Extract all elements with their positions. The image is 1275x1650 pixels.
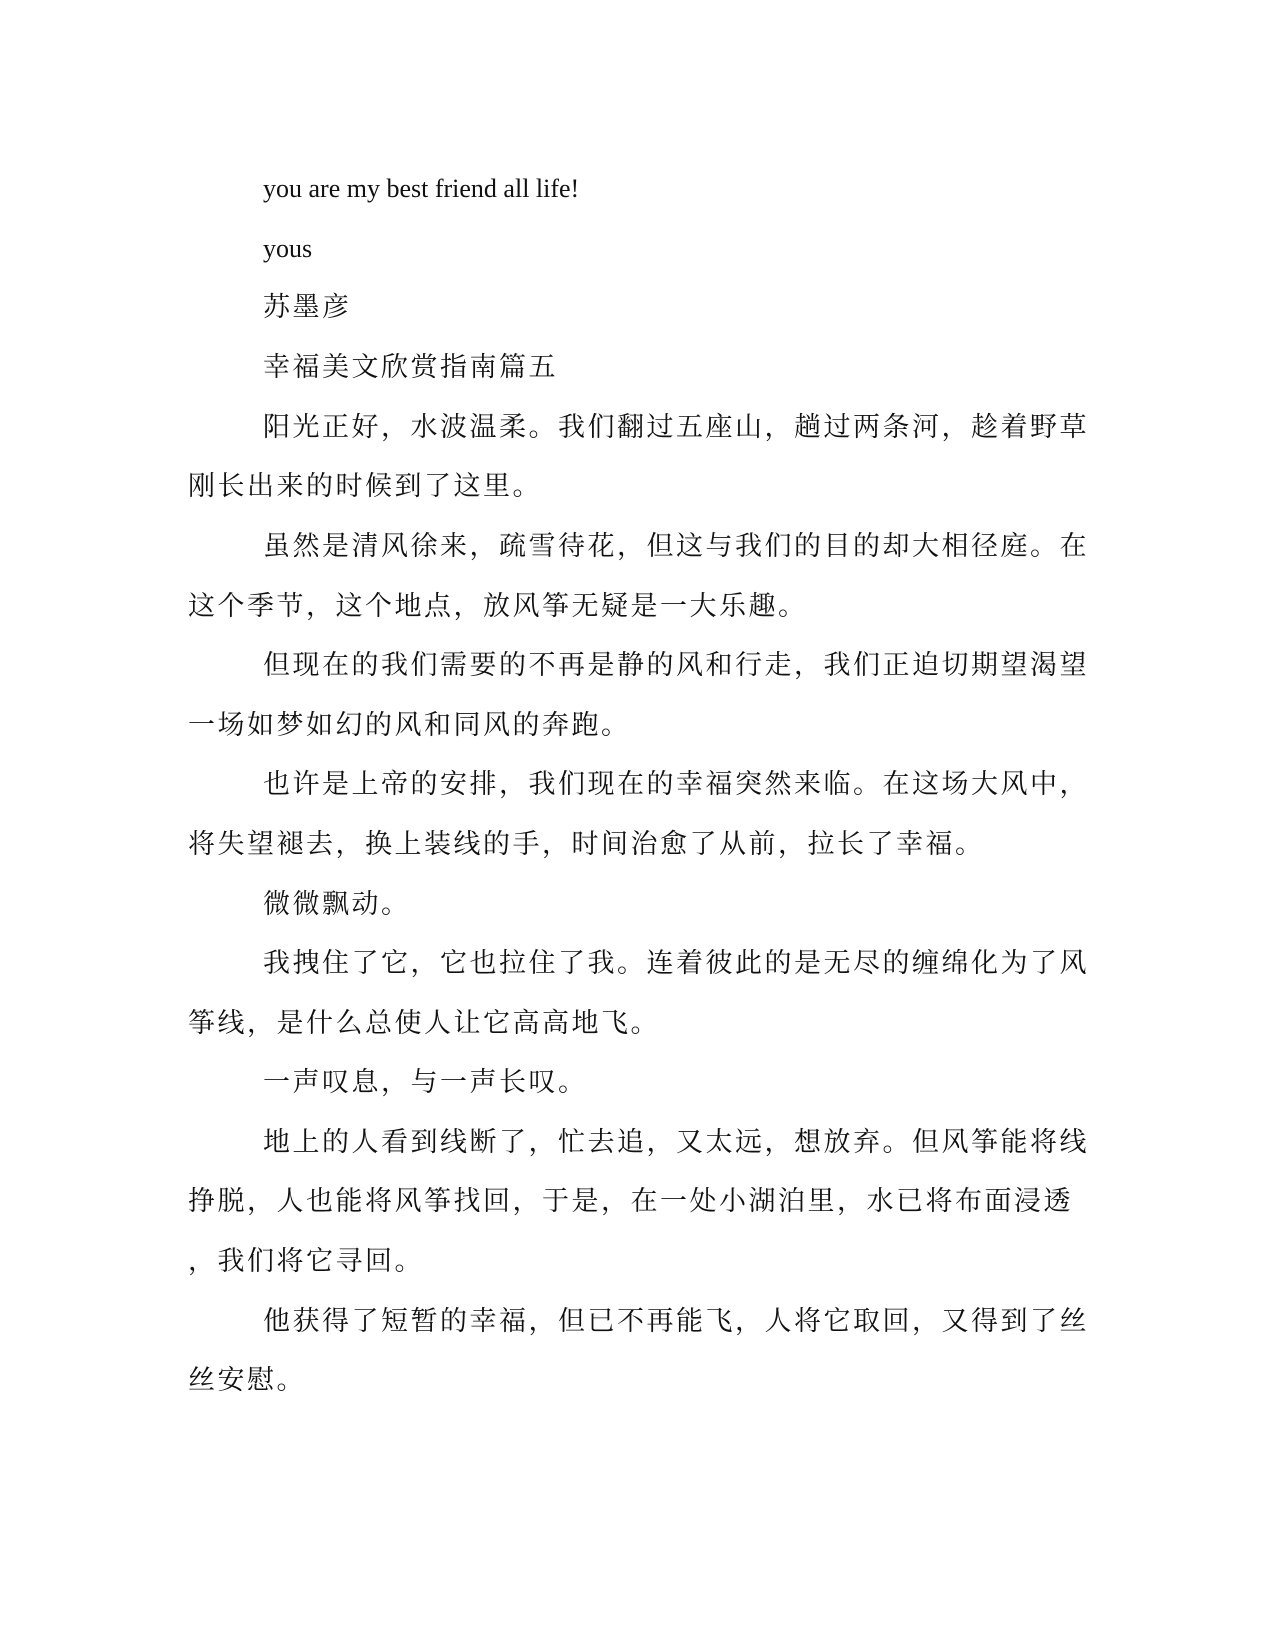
paragraph-line: 阳光正好，水波温柔。我们翻过五座山，趟过两条河，趁着野草 — [263, 412, 1089, 443]
paragraph-line: 虽然是清风徐来，疏雪待花，但这与我们的目的却大相径庭。在 — [263, 531, 1089, 562]
paragraph-line: 丝安慰。 — [188, 1365, 306, 1396]
paragraph-line: ，我们将它寻回。 — [188, 1246, 424, 1277]
section-title: 幸福美文欣赏指南篇五 — [263, 352, 558, 383]
paragraph-line: 挣脱，人也能将风筝找回，于是，在一处小湖泊里，水已将布面浸透 — [188, 1186, 1073, 1217]
author-name: 苏墨彦 — [263, 292, 352, 323]
paragraph-line: 地上的人看到线断了，忙去追，又太远，想放弃。但风筝能将线 — [263, 1127, 1089, 1158]
paragraph-line: 一场如梦如幻的风和同风的奔跑。 — [188, 710, 631, 741]
paragraph-line: 一声叹息，与一声长叹。 — [263, 1067, 588, 1098]
paragraph-line: 这个季节，这个地点，放风筝无疑是一大乐趣。 — [188, 591, 808, 622]
signature-english: yous — [263, 234, 313, 263]
paragraph-line: 微微飘动。 — [263, 889, 411, 920]
paragraph-line: 也许是上帝的安排，我们现在的幸福突然来临。在这场大风中， — [263, 769, 1089, 800]
paragraph-line: 刚长出来的时候到了这里。 — [188, 471, 542, 502]
english-greeting-line: you are my best friend all life! — [263, 174, 580, 203]
paragraph-line: 筝线，是什么总使人让它高高地飞。 — [188, 1008, 660, 1039]
paragraph-line: 我拽住了它，它也拉住了我。连着彼此的是无尽的缠绵化为了风 — [263, 948, 1089, 979]
paragraph-line: 但现在的我们需要的不再是静的风和行走，我们正迫切期望渴望 — [263, 650, 1089, 681]
paragraph-line: 他获得了短暂的幸福，但已不再能飞，人将它取回，又得到了丝 — [263, 1306, 1089, 1337]
paragraph-line: 将失望褪去，换上装线的手，时间治愈了从前，拉长了幸福。 — [188, 829, 985, 860]
